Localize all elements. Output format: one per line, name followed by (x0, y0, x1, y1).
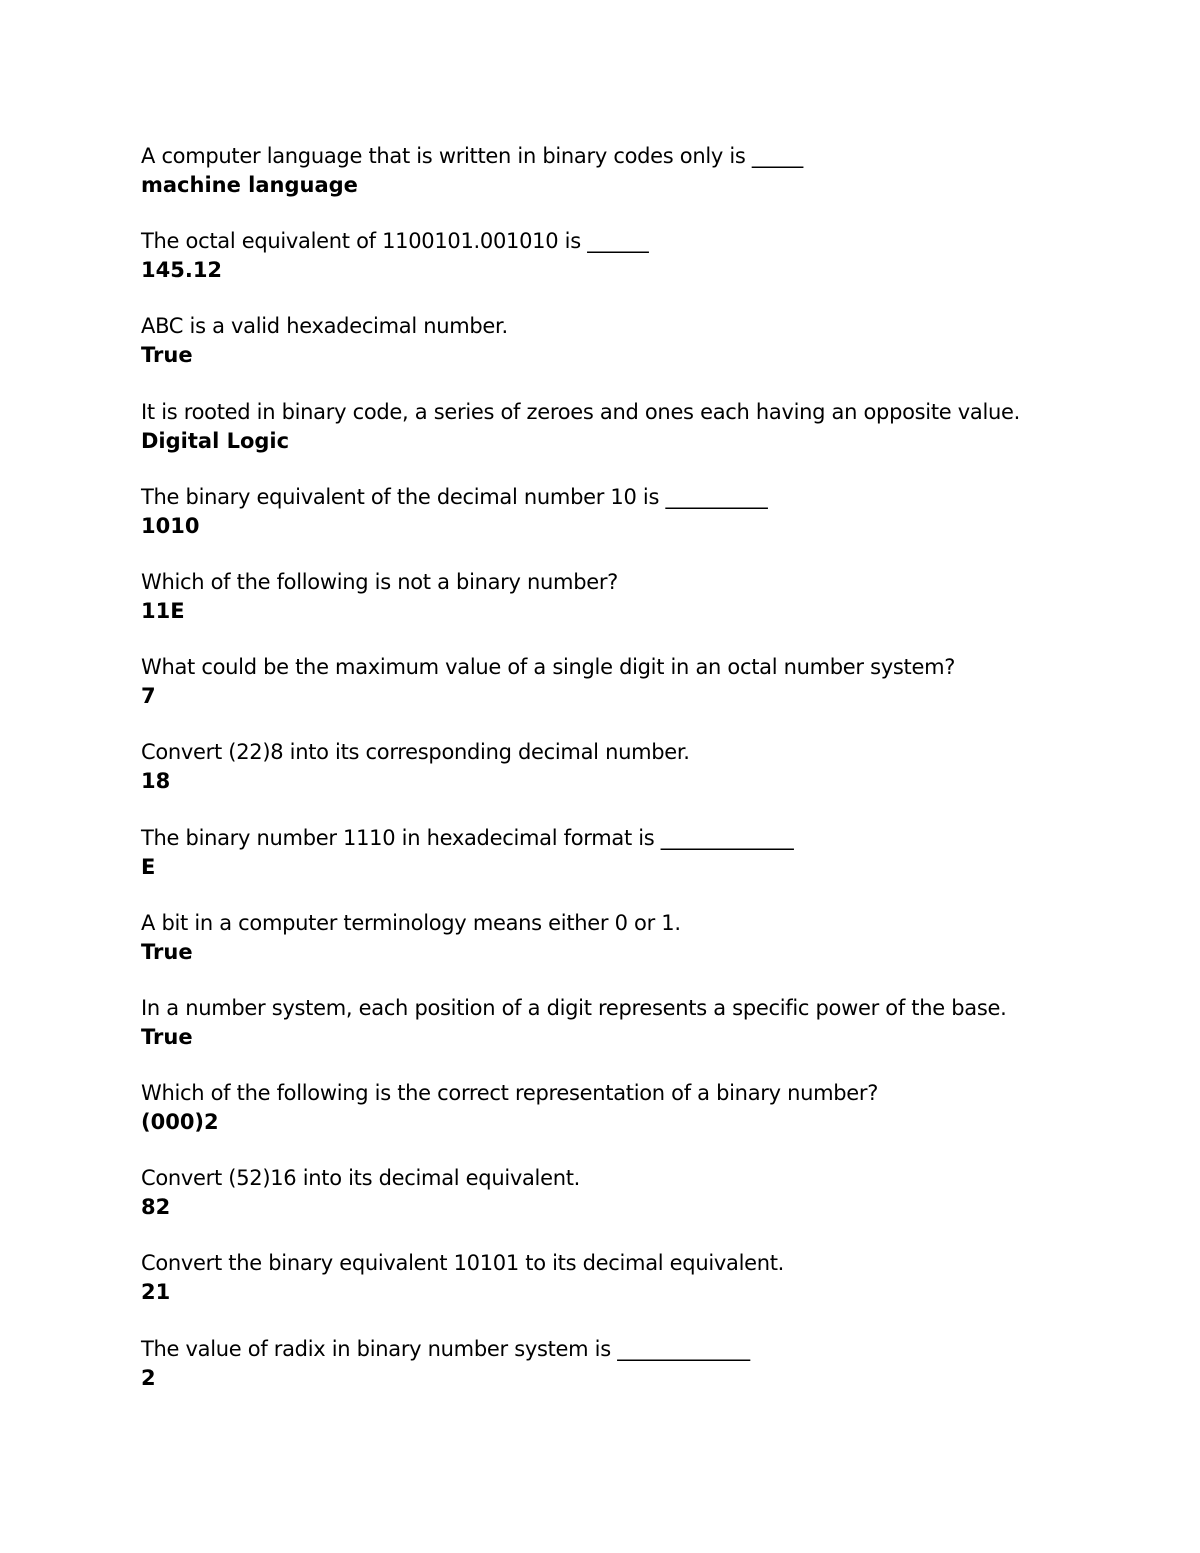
qa-item (141, 398, 1141, 483)
answer-text: Digital Logic (141, 428, 290, 453)
answer-text: 21 (141, 1280, 171, 1305)
question-answer-list (141, 142, 1141, 1420)
qa-item (141, 738, 1141, 823)
question-text: A bit in a computer terminology means either 0 or 1. (141, 910, 681, 935)
question-text: The binary equivalent of the decimal number 10 is __________ (141, 484, 768, 509)
qa-item (141, 994, 1141, 1079)
qa-item (141, 1249, 1141, 1334)
qa-item (141, 568, 1141, 653)
answer-text: 7 (141, 684, 156, 709)
question-text: The octal equivalent of 1100101.001010 is ______ (141, 229, 649, 254)
question-text: ABC is a valid hexadecimal number. (141, 314, 508, 339)
question-text: Which of the following is the correct representation of a binary number? (141, 1081, 879, 1106)
answer-text: 145.12 (141, 258, 223, 283)
question-text: Convert (52)16 into its decimal equivalent. (141, 1166, 581, 1191)
answer-text: 18 (141, 769, 171, 794)
qa-item (141, 483, 1141, 568)
answer-text: 1010 (141, 513, 200, 538)
question-text: What could be the maximum value of a single digit in an octal number system? (141, 655, 956, 680)
question-text: The binary number 1110 in hexadecimal format is _____________ (141, 825, 794, 850)
answer-text: machine language (141, 173, 358, 197)
qa-item (141, 1335, 1141, 1420)
answer-text: True (141, 939, 193, 964)
answer-text: E (141, 854, 156, 879)
answer-text: 2 (141, 1365, 156, 1390)
answer-text: True (141, 1024, 193, 1049)
qa-item (141, 1079, 1141, 1164)
qa-item (141, 227, 1141, 312)
qa-item (141, 653, 1141, 738)
question-text: Convert (22)8 into its corresponding decimal number. (141, 740, 690, 765)
qa-item (141, 909, 1141, 994)
question-text: A computer language that is written in binary codes only is _____ (141, 144, 803, 168)
question-text: Which of the following is not a binary number? (141, 569, 619, 594)
qa-item (141, 312, 1141, 397)
answer-text: 82 (141, 1195, 171, 1220)
qa-item (141, 824, 1141, 909)
question-text: The value of radix in binary number system is _____________ (141, 1336, 750, 1361)
question-text: Convert the binary equivalent 10101 to its decimal equivalent. (141, 1251, 785, 1276)
answer-text: 11E (141, 598, 185, 623)
qa-item (141, 1164, 1141, 1249)
answer-text: (000)2 (141, 1110, 219, 1135)
question-text: In a number system, each position of a digit represents a specific power of the base. (141, 995, 1007, 1020)
qa-item (141, 142, 1141, 227)
answer-text: True (141, 343, 193, 368)
question-text: It is rooted in binary code, a series of zeroes and ones each having an opposite value. (141, 399, 1021, 424)
